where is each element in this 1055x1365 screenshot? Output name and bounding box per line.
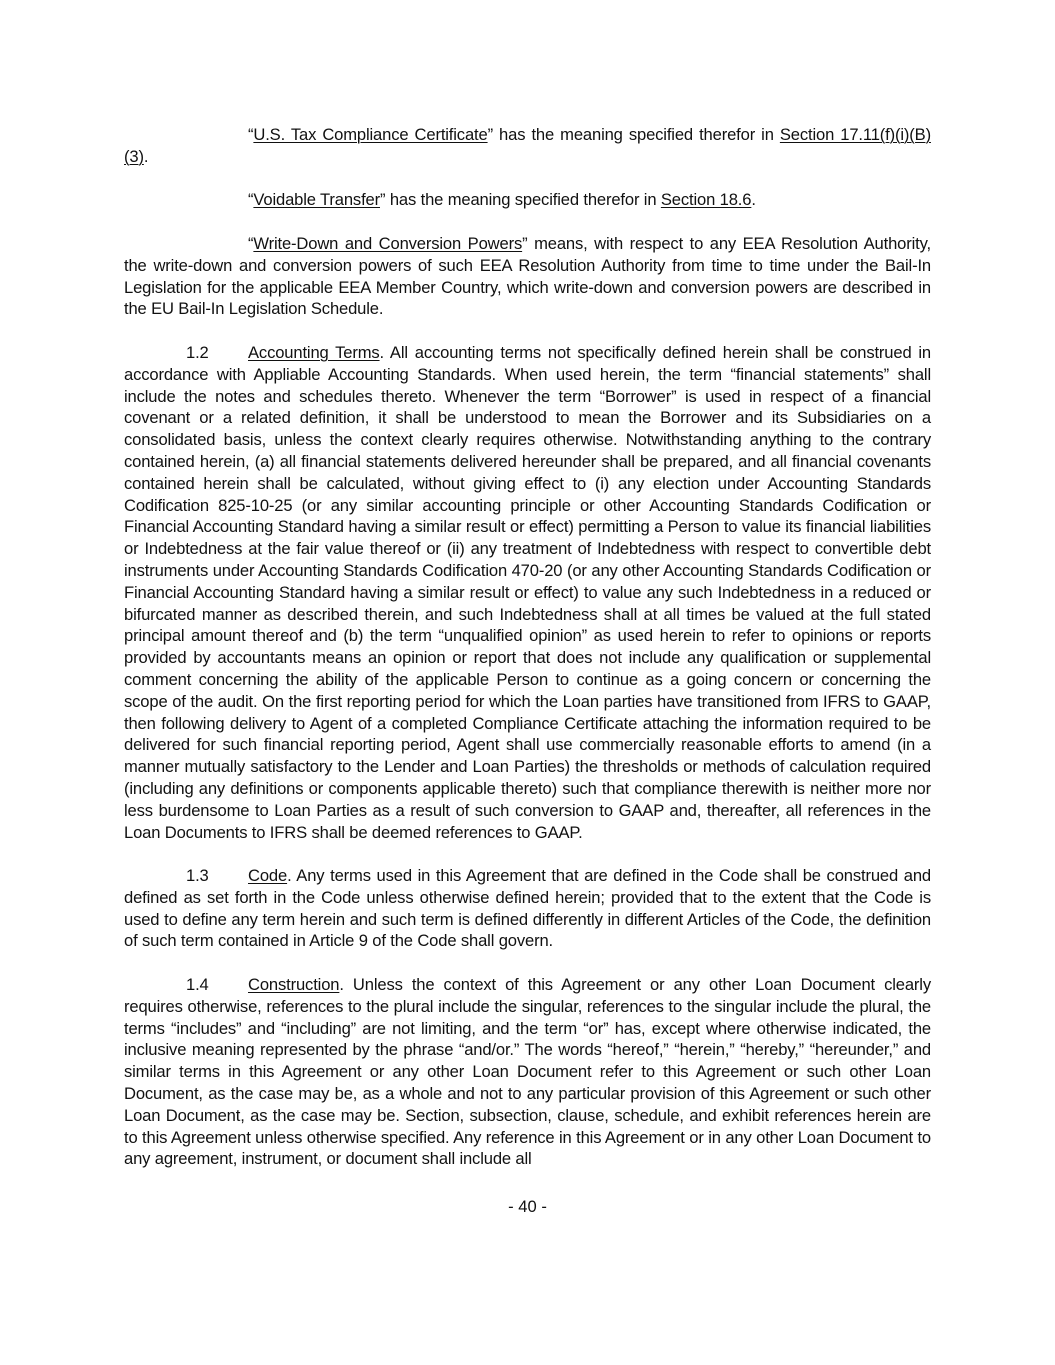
close-quote: ”: [522, 233, 528, 253]
section-number: 1.2: [186, 342, 209, 362]
defined-term: Voidable Transfer: [253, 190, 380, 210]
section-title: Construction: [248, 975, 340, 995]
section-1-2-accounting-terms: [124, 342, 931, 843]
close-quote: ”: [380, 190, 386, 210]
definition-us-tax-compliance-certificate: [124, 124, 931, 168]
definition-text: means, with respect to any EEA Resolution Authority, the write-down and conversion powers of such EEA Resolution Authority from time to time under the Bail-In Legislation for the applicable EEA Member Country, which write-down and conversion powers are described in the EU Bail-In Legislation Schedule.: [124, 233, 931, 319]
title-period: .: [339, 975, 344, 995]
section-body: All accounting terms not specifically defined herein shall be construed in accordance with Appliable Accounting Standards. When used herein, the term “financial statements” shall include the notes and schedules thereto. Whenever the term “Borrower” is used in respect of a financial covenant or a related definition, it shall be understood to mean the Borrower and its Subsidiaries on a consolidated basis, unless the context clearly requires otherwise. Notwithstanding anything to the contrary contained herein, (a) all financial statements delivered hereunder shall be prepared, and all financial covenants contained herein shall be calculated, without giving effect to (i) any election under Accounting Standards Codification 825-10-25 (or any similar accounting principle or other Accounting Standards Codification or Financial Accounting Standard having a similar result or effect) permitting a Person to value its financial liabilities or Indebtedness at the fair value thereof or (ii) any treatment of Indebtedness with respect to convertible debt instruments under Accounting Standards Codification 470-20 (or any other Accounting Standards Codification or Financial Accounting Standard having a similar result or effect) to value any such Indebtedness in a reduced or bifurcated manner as described therein, and such Indebtedness shall at all times be valued at the full stated principal amount thereof and (b) the term “unqualified opinion” as used herein to refer to opinions or reports provided by accountants means an opinion or report that does not include any qualification or supplemental comment concerning the ability of the applicable Person to continue as a going concern or concerning the scope of the audit. On the first reporting period for which the Loan parties have transitioned from IFRS to GAAP, then following delivery to Agent of a completed Compliance Certificate attaching the information required to be delivered for such financial reporting period, Agent shall use commercially reasonable efforts to amend (in a manner mutually satisfactory to the Lender and Loan Parties) the thresholds or methods of calculation required (including any definitions or components applicable thereto) such that compliance therewith is neither more nor less burdensome to Loan Parties as a result of such conversion to GAAP and, thereafter, all references in the Loan Documents to IFRS shall be deemed references to GAAP.: [124, 342, 931, 842]
definition-end: .: [143, 146, 149, 166]
section-1-3-code: [124, 865, 931, 952]
document-page: [124, 124, 931, 1192]
page-number: - 40 -: [508, 1197, 547, 1216]
title-period: .: [287, 866, 292, 886]
section-number: 1.3: [186, 866, 209, 886]
section-reference: Section 17.11(f)(i)(B)(3): [124, 125, 931, 166]
definition-voidable-transfer: [124, 189, 931, 211]
open-quote: “: [248, 125, 254, 144]
definition-text: has the meaning specified therefor in: [492, 125, 780, 144]
open-quote: “: [248, 190, 254, 210]
close-quote: ”: [487, 125, 493, 144]
section-body: Any terms used in this Agreement that are defined in the Code shall be construed and defined as set forth in the Code unless otherwise defined herein; provided that to the extent that the Code is used to define any term herein and such term is defined differently in different Articles of the Code, the definition of such term contained in Article 9 of the Code shall govern.: [124, 866, 931, 951]
open-quote: “: [248, 233, 254, 253]
section-reference: Section 18.6: [660, 190, 752, 210]
section-number: 1.4: [186, 975, 209, 995]
section-body: Unless the context of this Agreement or any other Loan Document clearly requires otherwise, references to the plural include the singular, references to the singular include the plural, the terms “includes” and “including” are not limiting, and the term “or” has, except where otherwise indicated, the inclusive meaning represented by the phrase “and/or.” The words “hereof,” “herein,” “hereby,” “hereunder,” and similar terms in this Agreement or any other Loan Document refer to this Agreement or such other Loan Document, as the case may be, as a whole and not to any particular provision of this Agreement or such other Loan Document, as the case may be. Section, subsection, clause, schedule, and exhibit references herein are to this Agreement unless otherwise specified. Any reference in this Agreement or in any other Loan Document to any agreement, instrument, or document shall include all: [124, 975, 931, 1169]
defined-term: U.S. Tax Compliance Certificate: [253, 125, 488, 144]
definition-text: has the meaning specified therefor in: [385, 190, 661, 210]
section-title: Accounting Terms: [248, 342, 380, 362]
defined-term: Write-Down and Conversion Powers: [253, 233, 523, 253]
definition-end: .: [751, 190, 756, 210]
title-period: .: [379, 342, 385, 362]
section-1-4-construction: [124, 974, 931, 1170]
section-title: Code: [248, 866, 288, 886]
definition-write-down-and-conversion-powers: [124, 233, 931, 320]
